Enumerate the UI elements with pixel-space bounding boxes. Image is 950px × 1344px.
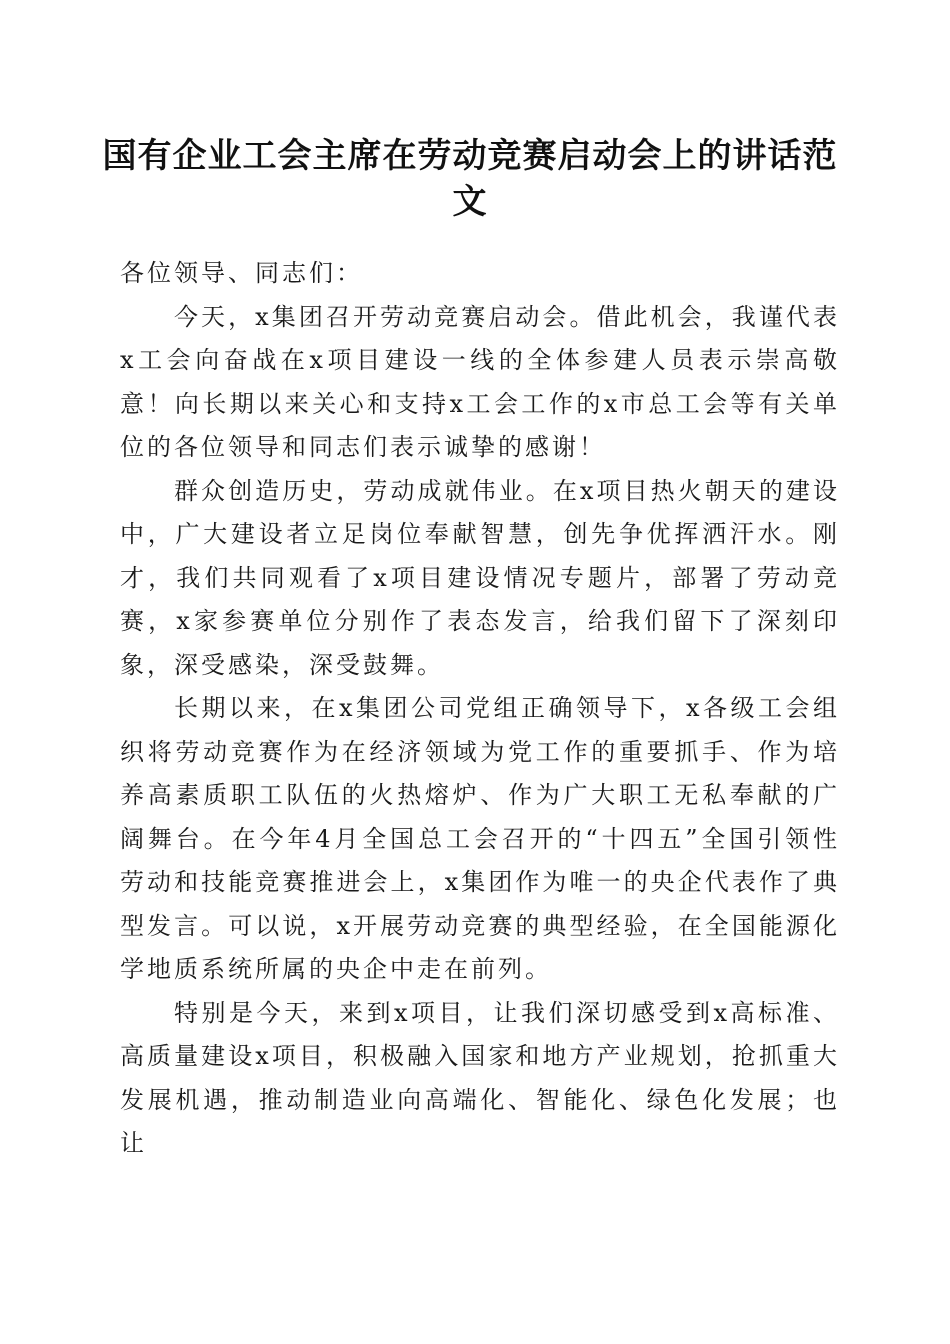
salutation: 各位领导、同志们： — [120, 259, 363, 287]
paragraph: 长期以来，在x集团公司党组正确领导下，x各级工会组织将劳动竞赛作为在经济领域为党工作的重要抓手、作为培养高素质职工队伍的火热熔炉、作为广大职工无私奉献的广阔舞台。在今年4月全国总工会召开的“十四五”全国引领性劳动和技能竞赛推进会上，x集团作为唯一的央企代表作了典型发言。可以说，x开展劳动竞赛的典型经验，在全国能源化学地质系统所属的央企中走在前列。 — [120, 694, 840, 983]
paragraph: 今天，x集团召开劳动竞赛启动会。借此机会，我谨代表x工会向奋战在x项目建设一线的全体参建人员表示崇高敬意！向长期以来关心和支持x工会工作的x市总工会等有关单位的各位领导和同志们表示诚挚的感谢！ — [120, 302, 840, 461]
document-body — [120, 252, 840, 1166]
paragraph: 群众创造历史，劳动成就伟业。在x项目热火朝天的建设中，广大建设者立足岗位奉献智慧，创先争优挥洒汗水。刚才，我们共同观看了x项目建设情况专题片，部署了劳动竞赛，x家参赛单位分别作了表态发言，给我们留下了深刻印象，深受感染，深受鼓舞。 — [120, 476, 840, 679]
paragraph: 特别是今天，来到x项目，让我们深切感受到x高标准、高质量建设x项目，积极融入国家和地方产业规划，抢抓重大发展机遇，推动制造业向高端化、智能化、绿色化发展；也让 — [120, 998, 840, 1157]
document-title: 国有企业工会主席在劳动竞赛启动会上的讲话范文 — [102, 136, 838, 222]
